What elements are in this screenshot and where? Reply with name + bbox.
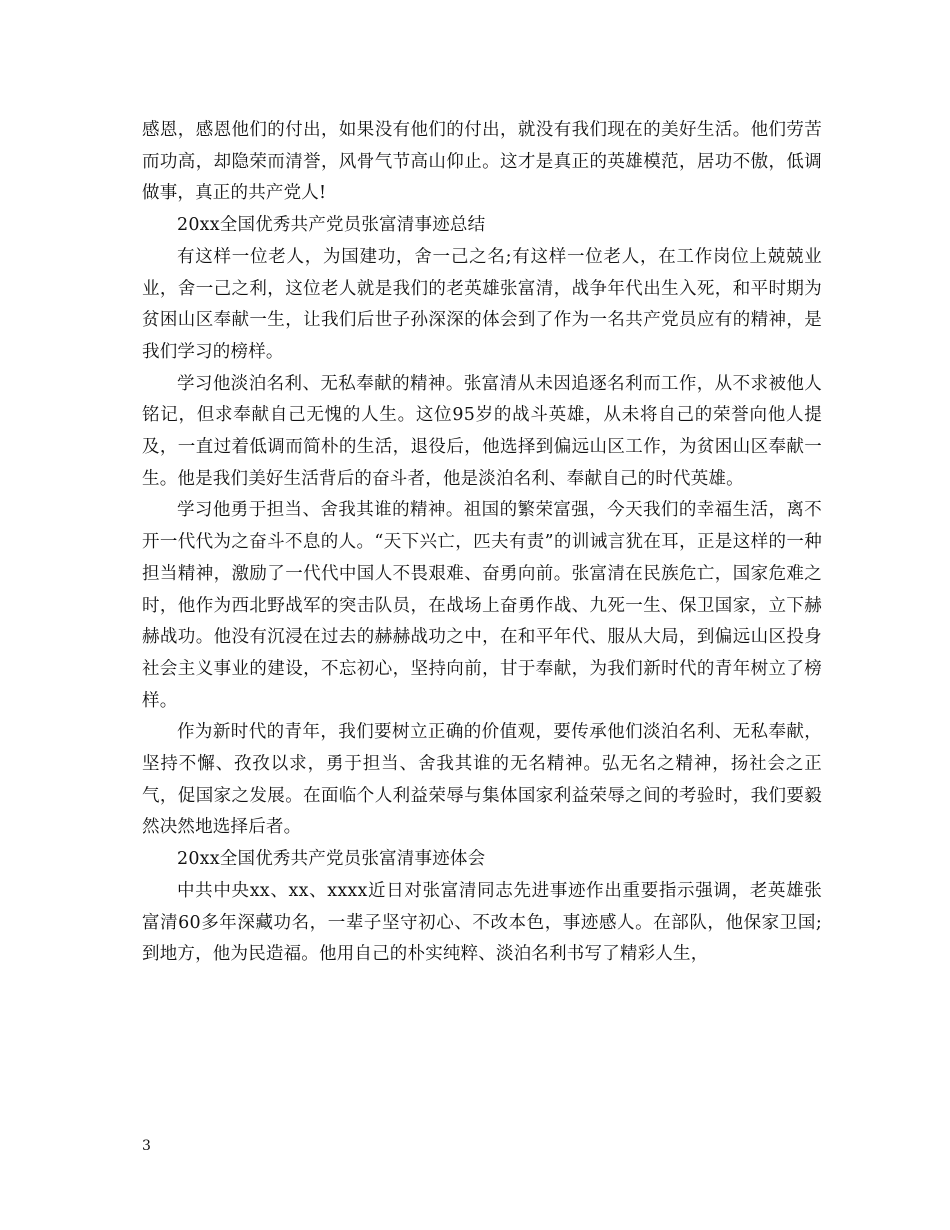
paragraph: 作为新时代的青年，我们要树立正确的价值观，要传承他们淡泊名利、无私奉献，坚持不懈、孜孜以求，勇于担当、舍我其谁的无名精神。弘无名之精神，扬社会之正气，促国家之发展。在面临个人利益荣辱与集体国家利益荣辱之间的考验时，我们要毅然决然地选择后者。 (142, 722, 822, 838)
paragraph: 学习他淡泊名利、无私奉献的精神。张富清从未因追逐名利而工作，从不求被他人铭记，但求奉献自己无愧的人生。这位95岁的战斗英雄，从未将自己的荣誉向他人提及，一直过着低调而简朴的生活，退役后，他选择到偏远山区工作，为贫困山区奉献一生。他是我们美好生活背后的奋斗者，他是淡泊名利、奉献自己的时代英雄。 (142, 373, 822, 489)
section-heading-reflection: 20xx全国优秀共产党员张富清事迹体会 (177, 849, 486, 870)
page-number: 3 (142, 1138, 151, 1154)
paragraph: 学习他勇于担当、舍我其谁的精神。祖国的繁荣富强，今天我们的幸福生活，离不开一代代为之奋斗不息的人。“天下兴亡，匹夫有责”的训诫言犹在耳，正是这样的一种担当精神，激励了一代代中国人不畏艰难、奋勇向前。张富清在民族危亡，国家危难之时，他作为西北野战军的突击队员，在战场上奋勇作战、九死一生、保卫国家，立下赫赫战功。他没有沉浸在过去的赫赫战功之中，在和平年代、服从大局，到偏远山区投身社会主义事业的建设，不忘初心，坚持向前，甘于奉献，为我们新时代的青年树立了榜样。 (142, 500, 822, 711)
section-heading-summary: 20xx全国优秀共产党员张富清事迹总结 (177, 215, 486, 236)
paragraph-continuation: 感恩，感恩他们的付出，如果没有他们的付出，就没有我们现在的美好生活。他们劳苦而功高，却隐荣而清誉，风骨气节高山仰止。这才是真正的英雄模范，居功不傲，低调做事，真正的共产党人! (142, 120, 822, 204)
paragraph: 中共中央xx、xx、xxxx近日对张富清同志先进事迹作出重要指示强调，老英雄张富清60多年深藏功名，一辈子坚守初心、不改本色，事迹感人。在部队，他保家卫国;到地方，他为民造福。他用自己的朴实纯粹、淡泊名利书写了精彩人生， (142, 880, 822, 965)
document-body (142, 115, 822, 971)
paragraph: 有这样一位老人，为国建功，舍一己之名;有这样一位老人，在工作岗位上兢兢业业，舍一己之利，这位老人就是我们的老英雄张富清，战争年代出生入死，和平时期为贫困山区奉献一生，让我们后世子孙深深的体会到了作为一名共产党员应有的精神，是我们学习的榜样。 (142, 246, 822, 362)
